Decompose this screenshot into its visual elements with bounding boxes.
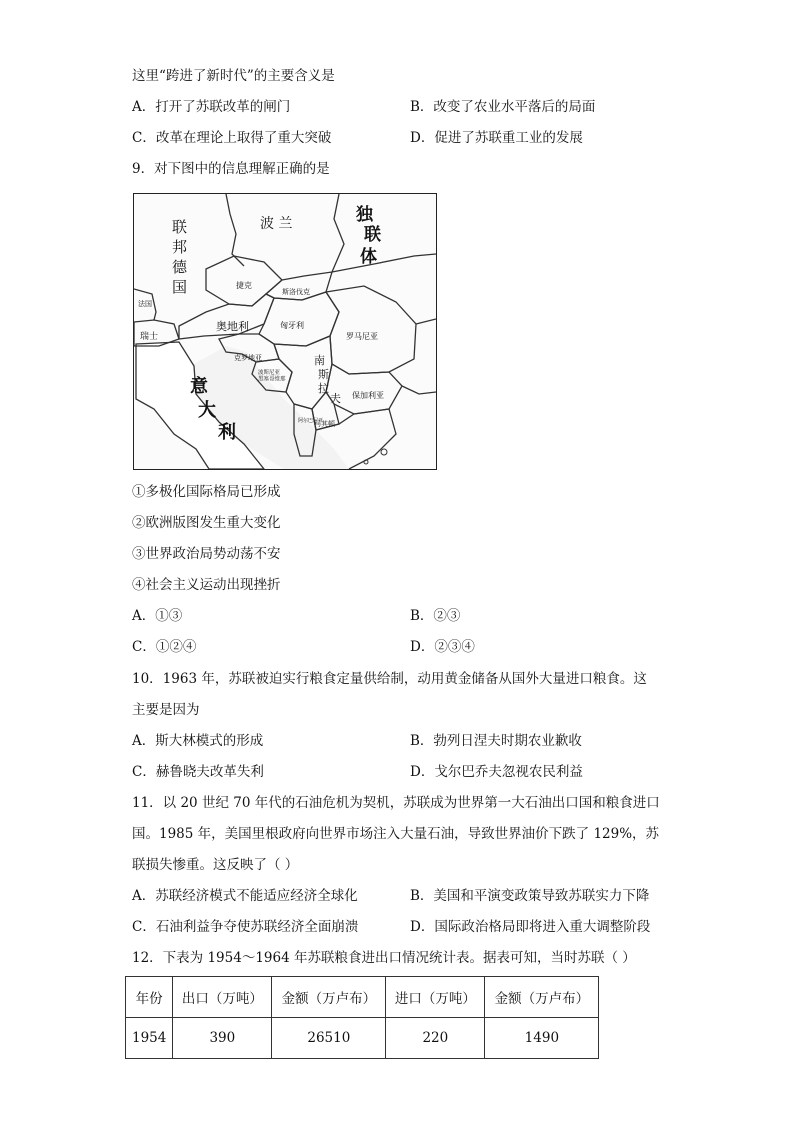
q10-stem-line1: 10．1963 年，苏联被迫实行粮食定量供给制，动用黄金储备从国外大量进口粮食。这 (132, 671, 647, 687)
label-italy-2: 大 (198, 400, 216, 421)
label-italy-3: 利 (218, 422, 236, 443)
q9-statement-4: ④社会主义运动出现挫折 (132, 577, 281, 593)
label-yugoslavia-3: 拉 (318, 382, 329, 395)
q9-statement-1: ①多极化国际格局已形成 (132, 484, 281, 500)
label-germany-3: 德 (172, 258, 188, 276)
label-cis (356, 204, 381, 267)
label-switzerland: 瑞士 (140, 332, 159, 342)
label-yugoslavia-2: 斯 (318, 368, 329, 381)
q9-statement-2: ②欧洲版图发生重大变化 (132, 515, 281, 531)
q9-option-d: D．②③④ (410, 639, 475, 655)
label-austria: 奥地利 (216, 320, 249, 333)
label-germany (172, 218, 188, 296)
q9-statement-3: ③世界政治局势动荡不安 (132, 546, 281, 562)
europe-map-drawing (134, 194, 436, 469)
q10-stem-line2: 主要是因为 (132, 702, 200, 718)
label-slovakia: 斯洛伐克 (282, 288, 310, 296)
q11-option-d: D．国际政治格局即将进入重大调整阶段 (410, 919, 651, 935)
label-germany-1: 联 (172, 218, 188, 236)
q11-option-b: B．美国和平演变政策导致苏联实力下降 (410, 888, 650, 904)
cell-import-volume: 220 (386, 1018, 485, 1059)
q8-option-d: D．促进了苏联重工业的发展 (410, 130, 583, 146)
label-albania: 阿尔巴尼亚 (298, 418, 324, 424)
q10-option-c: C．赫鲁晓夫改革失利 (132, 764, 264, 780)
label-cis-3: 体 (360, 247, 377, 267)
label-romania: 罗马尼亚 (346, 332, 378, 341)
label-yugoslavia (314, 354, 341, 405)
cell-export-volume: 390 (173, 1018, 272, 1059)
label-croatia: 克罗地亚 (234, 354, 262, 362)
header-import-amount: 金额（万卢布） (485, 977, 599, 1018)
label-cis-1: 独 (356, 205, 373, 225)
q9-option-a: A．①③ (132, 608, 183, 624)
q10-option-a: A．斯大林模式的形成 (132, 733, 264, 749)
label-france: 法国 (138, 300, 152, 308)
label-cis-2: 联 (364, 225, 381, 245)
label-poland: 波 兰 (260, 216, 293, 232)
q11-stem-line3: 联损失惨重。这反映了（ ） (132, 857, 299, 873)
grain-trade-table (125, 976, 599, 1059)
label-hungary: 匈牙利 (280, 321, 304, 330)
label-czech: 捷克 (236, 281, 252, 290)
q10-option-d: D．戈尔巴乔夫忽视农民利益 (410, 764, 583, 780)
q8-stem-tail: 这里“跨进了新时代”的主要含义是 (132, 68, 335, 84)
q12-stem: 12．下表为 1954～1964 年苏联粮食进出口情况统计表。据表可知，当时苏联（ ） (132, 950, 636, 966)
label-germany-4: 国 (172, 278, 188, 296)
header-export-volume: 出口（万吨） (173, 977, 272, 1018)
header-export-amount: 金额（万卢布） (272, 977, 386, 1018)
header-year: 年份 (126, 977, 173, 1018)
q11-stem-line1: 11．以 20 世纪 70 年代的石油危机为契机，苏联成为世界第一大石油出口国和粮食进口 (132, 795, 660, 811)
q9-option-c: C．①②④ (132, 639, 197, 655)
label-italy-1: 意 (190, 376, 208, 397)
cell-year: 1954 (126, 1018, 173, 1059)
q10-option-b: B．勃列日涅夫时期农业歉收 (410, 733, 582, 749)
label-yugoslavia-4: 夫 (330, 392, 341, 405)
table-header-row (126, 977, 599, 1018)
label-germany-2: 邦 (172, 238, 188, 256)
header-import-volume: 进口（万吨） (386, 977, 485, 1018)
label-macedonia: 马其顿 (314, 420, 335, 428)
label-bosnia: 波斯尼亚黑塞哥维那 (258, 370, 286, 383)
label-yugoslavia-1: 南 (314, 354, 325, 367)
q9-stem: 9．对下图中的信息理解正确的是 (132, 161, 330, 177)
cell-export-amount: 26510 (272, 1018, 386, 1059)
q11-stem-line2: 国。1985 年，美国里根政府向世界市场注入大量石油，导致世界油价下跌了 129%，苏 (132, 826, 660, 842)
q8-option-c: C．改革在理论上取得了重大突破 (132, 130, 332, 146)
table-row (126, 1018, 599, 1059)
q11-option-c: C．石油利益争夺使苏联经济全面崩溃 (132, 919, 359, 935)
q9-option-b: B．②③ (410, 608, 461, 624)
europe-map (133, 193, 437, 470)
q8-option-b: B．改变了农业水平落后的局面 (410, 99, 596, 115)
q8-option-a: A．打开了苏联改革的闸门 (132, 99, 291, 115)
label-bulgaria: 保加利亚 (352, 391, 384, 400)
q11-option-a: A．苏联经济模式不能适应经济全球化 (132, 888, 358, 904)
cell-import-amount: 1490 (485, 1018, 599, 1059)
